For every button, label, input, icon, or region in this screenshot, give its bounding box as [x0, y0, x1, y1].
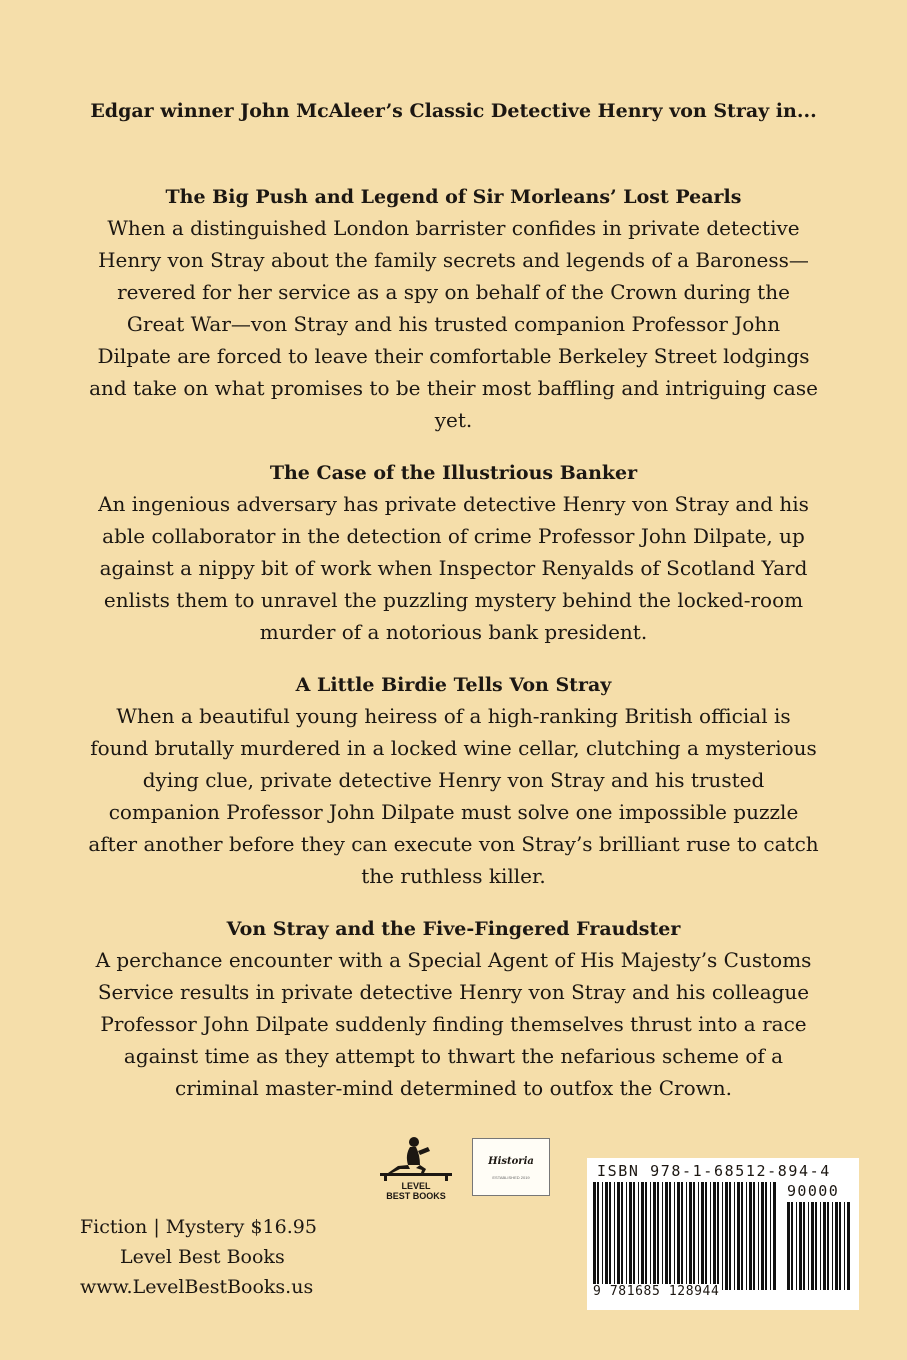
- blurb: [88, 670, 819, 892]
- blurb-title: Von Stray and the Five-Fingered Fraudster: [226, 918, 681, 940]
- footer-info: [80, 1212, 317, 1302]
- lbb-logo-line1: LEVEL: [401, 1181, 431, 1191]
- lbb-logo-line2: BEST BOOKS: [386, 1191, 446, 1201]
- blurb-body: A perchance encounter with a Special Agent of His Majesty’s Customs Service results in private detective Henry von Stray and his colleague Professor John Dilpate suddenly finding themselves thrust into a race against time as they attempt to thwart the nefarious scheme of a criminal master-mind determined to outfox the Crown.: [95, 948, 812, 1100]
- isbn-label: ISBN 978-1-68512-894-4: [597, 1162, 831, 1180]
- blurb-title: The Big Push and Legend of Sir Morleans’ Lost Pearls: [165, 186, 742, 208]
- blurb-body: When a beautiful young heiress of a high-ranking British official is found brutally murdered in a locked wine cellar, clutching a mysterious dying clue, private detective Henry von Stray and his trusted companion Professor John Dilpate must solve one impossible puzzle after another before they can execute von Stray’s brilliant ruse to catch the ruthless killer.: [88, 704, 819, 888]
- isbn-barcode: [587, 1158, 859, 1310]
- tagline: Edgar winner John McAleer’s Classic Detective Henry von Stray in...: [90, 100, 817, 122]
- blurb: [88, 182, 819, 436]
- historia-sub: ESTABLISHED 2019: [492, 1175, 530, 1180]
- publisher-name: Level Best Books: [120, 1246, 285, 1268]
- blurb: [88, 914, 819, 1104]
- blurb-title: A Little Birdie Tells Von Stray: [295, 674, 612, 696]
- historia-logo: [472, 1138, 550, 1196]
- blurb: [88, 458, 819, 648]
- publisher-website: www.LevelBestBooks.us: [80, 1276, 314, 1298]
- genre-price: Fiction | Mystery $16.95: [80, 1216, 317, 1238]
- blurb-body: An ingenious adversary has private detective Henry von Stray and his able collaborator in the detection of crime Professor John Dilpate, up against a nippy bit of work when Inspector Renyalds of Scotland Yard enlists them to unravel the puzzling mystery behind the locked-room murder of a notorious bank president.: [98, 492, 809, 644]
- blurb-list: [88, 182, 819, 1126]
- level-best-books-logo: [374, 1135, 458, 1205]
- price-barcode-icon: [787, 1202, 851, 1290]
- main-barcode-icon: [593, 1182, 779, 1290]
- blurb-body: When a distinguished London barrister confides in private detective Henry von Stray about the family secrets and legends of a Baroness—revered for her service as a spy on behalf of the Crown during the Great War—von Stray and his trusted companion Professor John Dilpate are forced to leave their comfortable Berkeley Street lodgings and take on what promises to be their most baffling and intriguing case yet.: [89, 216, 818, 432]
- price-code: 90000: [787, 1182, 840, 1200]
- reading-woman-icon: [374, 1135, 458, 1181]
- blurb-title: The Case of the Illustrious Banker: [269, 462, 638, 484]
- historia-name: Historia: [488, 1156, 534, 1167]
- barcode-digits: 9 781685 128944: [593, 1284, 720, 1299]
